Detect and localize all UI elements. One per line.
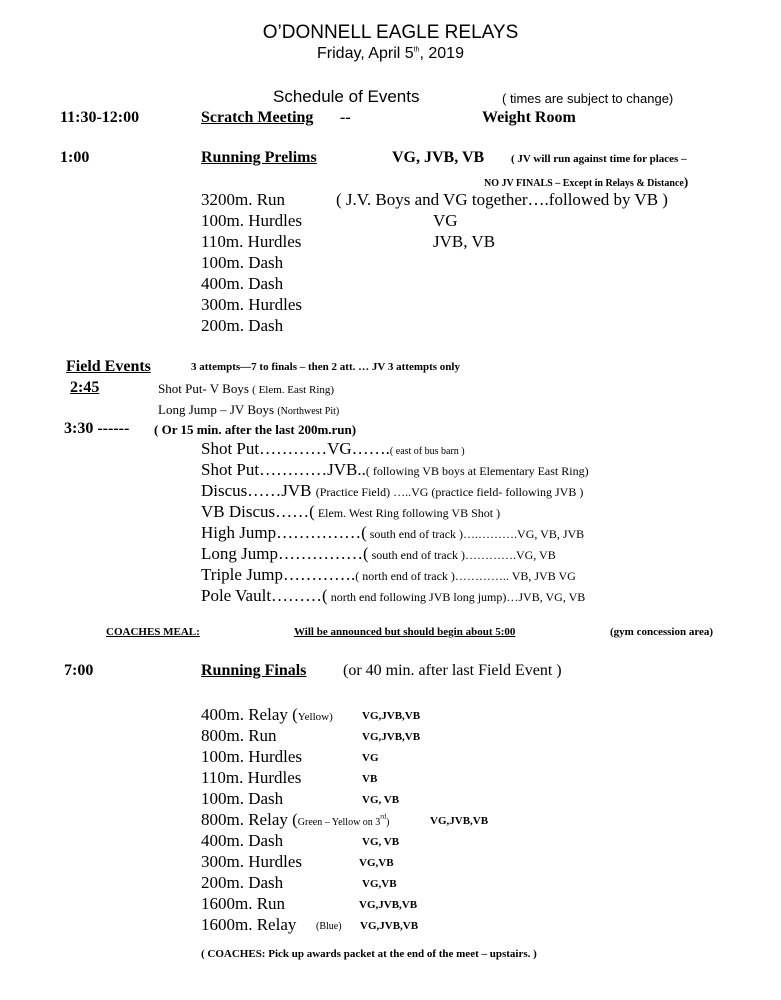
field-event-detail: Elem. West Ring following VB Shot ) xyxy=(314,506,501,520)
final-event-name: 100m. Hurdles xyxy=(201,747,303,766)
final-event-name: 400m. Relay ( xyxy=(201,705,298,724)
field-event xyxy=(201,503,500,520)
field-event xyxy=(201,566,576,583)
final-event xyxy=(201,811,389,828)
final-event-color: Yellow) xyxy=(297,711,333,723)
final-event-divisions: VG,JVB,VB xyxy=(360,920,419,932)
long-jump-jv-boys xyxy=(158,403,339,417)
final-event-name: 100m. Dash xyxy=(201,789,284,808)
page-title: O’DONNELL EAGLE RELAYS xyxy=(262,22,519,43)
field-event-main: Discus……JVB xyxy=(201,481,312,500)
scratch-dash: -- xyxy=(340,109,351,126)
field-event-main: VB Discus……( xyxy=(201,502,315,521)
final-event-divisions: VG,JVB,VB xyxy=(359,899,418,911)
prelim-event-name: 100m. Dash xyxy=(201,253,284,272)
field-event xyxy=(201,545,556,562)
field-event xyxy=(201,440,465,457)
field-event-detail: (Practice Field) …..VG (practice field- following JVB ) xyxy=(315,485,584,499)
final-event-divisions: VG xyxy=(362,752,379,764)
prelim-event-name: 400m. Dash xyxy=(201,274,284,293)
finals-note: (or 40 min. after last Field Event ) xyxy=(343,662,562,679)
prelim-event-detail: ( J.V. Boys and VG together….followed by VB ) xyxy=(336,190,668,209)
prelims-time: 1:00 xyxy=(60,149,90,166)
final-event-divisions: VB xyxy=(362,773,378,785)
schedule-title: Schedule of Events xyxy=(273,87,420,106)
field-event-main: Pole Vault………( xyxy=(201,586,328,605)
final-event-name: 1600m. Run xyxy=(201,894,286,913)
prelims-note-1: ( JV will run against time for places – xyxy=(511,153,687,165)
date-text: Friday, April 5 xyxy=(317,45,414,62)
coaches-meal-location: (gym concession area) xyxy=(610,626,714,638)
field-time-2-note: ( Or 15 min. after the last 200m.run) xyxy=(154,422,357,437)
final-event xyxy=(201,706,333,723)
field-event xyxy=(201,587,585,604)
final-event-name: 800m. Relay ( xyxy=(201,810,298,829)
coaches-meal-note: Will be announced but should begin about 5:00 xyxy=(294,626,516,638)
prelim-event-name: 300m. Hurdles xyxy=(201,295,303,314)
final-event-name: 110m. Hurdles xyxy=(201,768,302,787)
final-event-divisions: VG,VB xyxy=(362,878,397,890)
finals-label: Running Finals xyxy=(201,662,307,679)
final-event-divisions: VG,JVB,VB xyxy=(362,710,421,722)
final-event-divisions: VG,JVB,VB xyxy=(362,731,421,743)
field-event-main: Triple Jump…………. xyxy=(201,565,356,584)
prelims-note-2-text: NO JV FINALS – Except in Relays & Distance xyxy=(484,178,684,189)
shot-put-v-location: ( Elem. East Ring) xyxy=(252,384,335,396)
field-event-main: Shot Put…………JVB.. xyxy=(201,460,366,479)
scratch-location: Weight Room xyxy=(482,109,576,126)
finals-time: 7:00 xyxy=(64,662,94,679)
field-event-detail: south end of track )………….VG, VB xyxy=(368,548,556,562)
field-events-heading: Field Events xyxy=(66,358,151,375)
scratch-label: Scratch Meeting xyxy=(201,109,314,126)
final-event-name: 300m. Hurdles xyxy=(201,852,303,871)
field-event-detail: ( following VB boys at Elementary East Ring) xyxy=(365,464,589,478)
prelims-note-2-paren: ) xyxy=(683,174,689,189)
field-event xyxy=(201,482,583,499)
final-event-color-sup: rd xyxy=(380,812,387,821)
meet-date xyxy=(0,46,781,62)
prelim-event-detail: VG xyxy=(433,211,458,230)
final-event-divisions: VG,VB xyxy=(359,857,394,869)
field-events-note: 3 attempts—7 to finals – then 2 att. … JV 3 attempts only xyxy=(191,361,460,373)
field-event xyxy=(201,461,589,478)
scratch-time: 11:30-12:00 xyxy=(60,109,140,126)
prelims-label: Running Prelims xyxy=(201,149,317,166)
prelim-event-name: 3200m. Run xyxy=(201,190,286,209)
field-event-detail: south end of track )….……….VG, VB, JVB xyxy=(366,527,585,541)
final-event-color: Green – Yellow on 3 xyxy=(297,817,381,828)
date-year: , 2019 xyxy=(419,45,464,62)
field-time-1: 2:45 xyxy=(70,379,100,396)
prelim-event-name: 200m. Dash xyxy=(201,316,284,335)
final-event-name: 400m. Dash xyxy=(201,831,284,850)
final-event-name: 200m. Dash xyxy=(201,873,284,892)
final-event-color-end: ) xyxy=(386,817,390,828)
field-event-main: Long Jump……………( xyxy=(201,544,369,563)
coaches-meal-label: COACHES MEAL: xyxy=(106,626,200,638)
final-event-divisions: VG, VB xyxy=(362,836,400,848)
final-event-divisions: VG,JVB,VB xyxy=(430,815,489,827)
field-event-detail: ( east of bus barn ) xyxy=(389,446,465,457)
long-jump-jv-label: Long Jump – JV Boys xyxy=(158,402,275,417)
prelim-event-name: 110m. Hurdles xyxy=(201,232,302,251)
prelims-divisions: VG, JVB, VB xyxy=(392,149,485,166)
final-event-divisions: VG, VB xyxy=(362,794,400,806)
prelims-note-2 xyxy=(484,175,688,189)
field-event-detail: north end following JVB long jump)…JVB, VG, VB xyxy=(327,590,586,604)
date-sup: th xyxy=(413,46,420,54)
field-event-main: High Jump……………( xyxy=(201,523,367,542)
prelim-event-name: 100m. Hurdles xyxy=(201,211,303,230)
field-event-detail: ( north end of track )………….. VB, JVB VG xyxy=(355,569,576,583)
footer-note: ( COACHES: Pick up awards packet at the end of the meet – upstairs. ) xyxy=(201,948,537,960)
field-event-main: Shot Put…………VG……. xyxy=(201,439,390,458)
shot-put-v-label: Shot Put- V Boys xyxy=(158,381,249,396)
final-event-color: (Blue) xyxy=(316,921,342,932)
final-event-name: 1600m. Relay xyxy=(201,915,297,934)
times-note: ( times are subject to change) xyxy=(502,91,674,106)
shot-put-v-boys xyxy=(158,382,334,396)
prelim-event-detail: JVB, VB xyxy=(433,232,496,251)
field-time-2: 3:30 ------ xyxy=(64,420,130,437)
field-event xyxy=(201,524,584,541)
long-jump-jv-location: (Northwest Pit) xyxy=(277,406,340,417)
final-event-name: 800m. Run xyxy=(201,726,277,745)
